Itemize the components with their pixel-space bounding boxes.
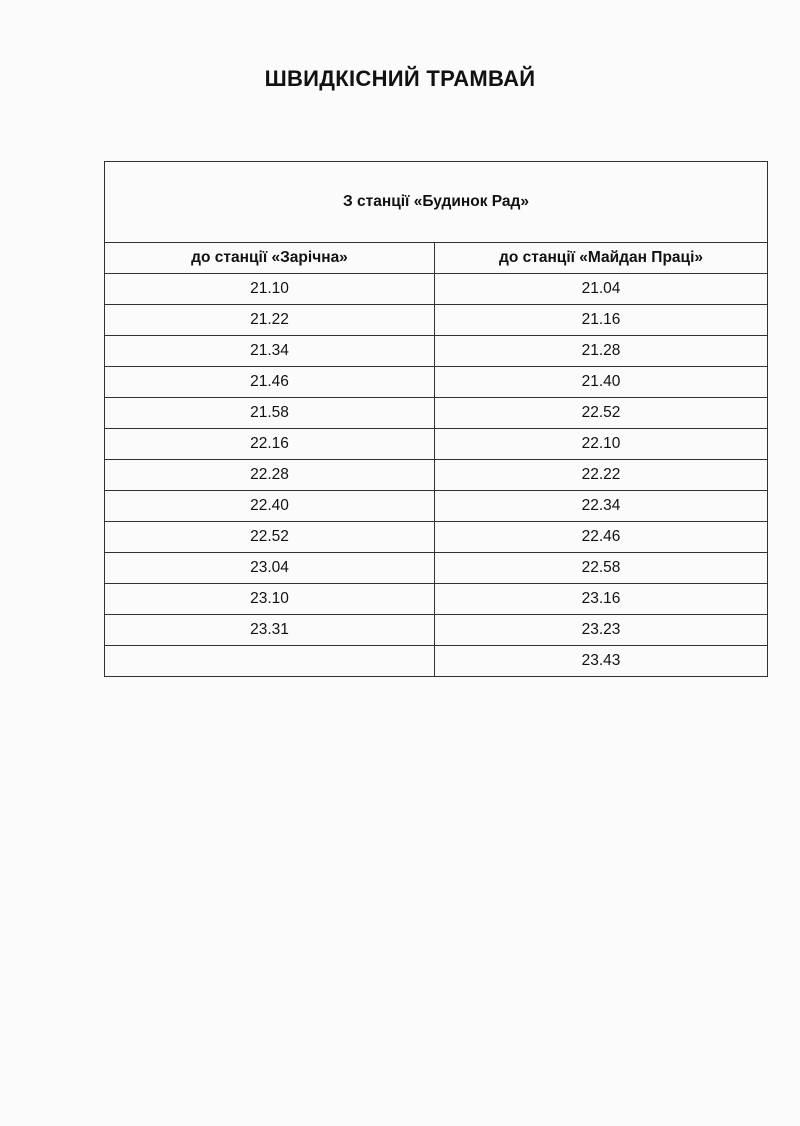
departure-maidan-pratsi-cell: 22.22 — [435, 460, 768, 491]
table-row — [105, 615, 768, 646]
departure-maidan-pratsi-cell: 23.43 — [435, 646, 768, 677]
departure-maidan-pratsi-cell: 22.34 — [435, 491, 768, 522]
departure-maidan-pratsi-cell: 21.40 — [435, 367, 768, 398]
table-row — [105, 336, 768, 367]
departure-maidan-pratsi-cell: 22.10 — [435, 429, 768, 460]
departure-zarichna-cell: 22.40 — [105, 491, 435, 522]
table-row — [105, 274, 768, 305]
departure-zarichna-cell: 21.10 — [105, 274, 435, 305]
departure-maidan-pratsi-cell: 21.16 — [435, 305, 768, 336]
table-row — [105, 305, 768, 336]
departure-maidan-pratsi-cell: 23.16 — [435, 584, 768, 615]
departure-maidan-pratsi-cell: 21.28 — [435, 336, 768, 367]
table-row — [105, 367, 768, 398]
departure-maidan-pratsi-cell: 22.46 — [435, 522, 768, 553]
table-row — [105, 522, 768, 553]
departure-maidan-pratsi-cell: 23.23 — [435, 615, 768, 646]
departure-zarichna-cell: 21.46 — [105, 367, 435, 398]
column-header-maidan-pratsi: до станції «Майдан Праці» — [435, 243, 768, 274]
table-row — [105, 491, 768, 522]
table-row — [105, 398, 768, 429]
departure-zarichna-cell: 21.58 — [105, 398, 435, 429]
table-row — [105, 553, 768, 584]
page-title: ШВИДКІСНИЙ ТРАМВАЙ — [264, 66, 536, 91]
table-row — [105, 429, 768, 460]
table-row — [105, 584, 768, 615]
departure-zarichna-cell: 22.16 — [105, 429, 435, 460]
departure-zarichna-cell — [105, 646, 435, 677]
departure-maidan-pratsi-cell: 21.04 — [435, 274, 768, 305]
departure-zarichna-cell: 22.52 — [105, 522, 435, 553]
departure-zarichna-cell: 21.22 — [105, 305, 435, 336]
column-header-zarichna: до станції «Зарічна» — [105, 243, 435, 274]
table-caption — [105, 162, 768, 243]
departure-zarichna-cell: 23.10 — [105, 584, 435, 615]
departure-maidan-pratsi-cell: 22.58 — [435, 553, 768, 584]
departure-zarichna-cell: 22.28 — [105, 460, 435, 491]
departure-zarichna-cell: 23.31 — [105, 615, 435, 646]
table-caption-text: З станції «Будинок Рад» — [343, 193, 529, 210]
departure-zarichna-cell: 23.04 — [105, 553, 435, 584]
table-row — [105, 646, 768, 677]
departure-zarichna-cell: 21.34 — [105, 336, 435, 367]
departure-maidan-pratsi-cell: 22.52 — [435, 398, 768, 429]
timetable — [104, 161, 768, 677]
table-row — [105, 460, 768, 491]
